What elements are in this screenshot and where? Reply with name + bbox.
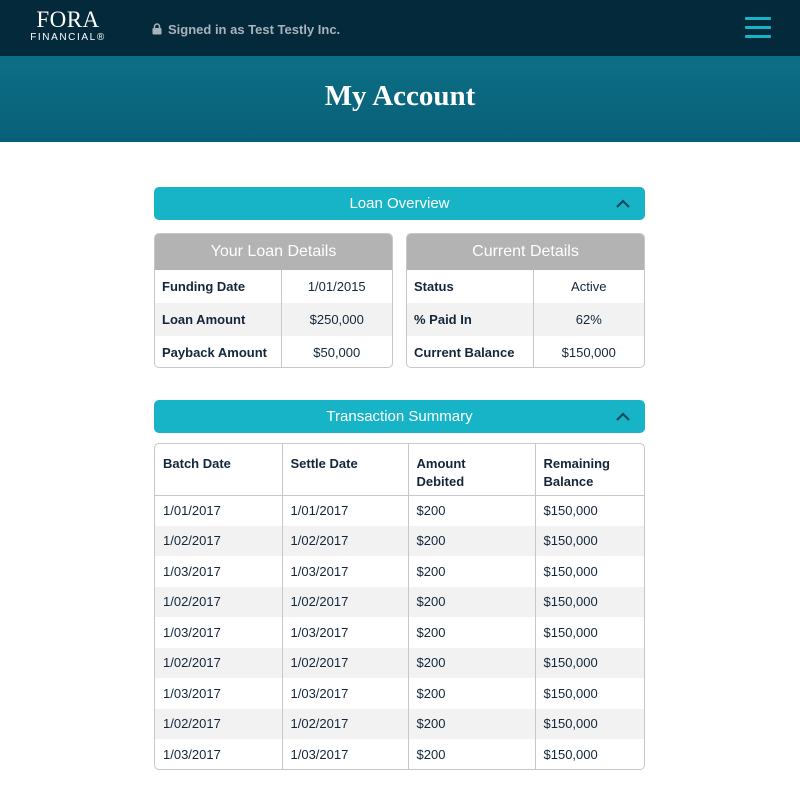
transaction-summary-toggle[interactable]	[154, 400, 645, 433]
settle-date-cell: 1/01/2017	[282, 495, 408, 526]
current-details-title: Current Details	[407, 234, 644, 270]
table-row	[155, 617, 644, 648]
table-row	[155, 526, 644, 557]
batch-date-cell: 1/02/2017	[155, 587, 282, 618]
settle-date-cell: 1/03/2017	[282, 617, 408, 648]
chevron-up-icon	[615, 410, 631, 422]
table-row	[155, 678, 644, 709]
table-header-row	[155, 444, 644, 495]
amount-debited-cell: $200	[408, 709, 535, 740]
table-row	[155, 648, 644, 679]
column-header-amount-debited: Amount Debited	[408, 444, 535, 495]
remaining-balance-cell: $150,000	[543, 685, 598, 701]
signed-in-status	[152, 20, 340, 38]
remaining-balance-cell: $150,000	[543, 746, 598, 762]
lock-icon	[152, 23, 162, 35]
settle-date-cell: 1/02/2017	[282, 587, 408, 618]
table-row	[155, 495, 644, 526]
column-header-batch-date: Batch Date	[155, 444, 282, 495]
settle-date-cell: 1/02/2017	[282, 648, 408, 679]
batch-date-cell: 1/01/2017	[155, 495, 282, 526]
settle-date-cell: 1/03/2017	[282, 556, 408, 587]
current-details-card	[406, 233, 645, 368]
detail-value: Active	[571, 279, 607, 294]
loan-overview-title: Loan Overview	[349, 195, 450, 212]
remaining-balance-cell: $150,000	[535, 526, 644, 557]
batch-date-cell: 1/03/2017	[155, 556, 282, 587]
table-row	[155, 709, 644, 740]
amount-debited-cell: $200	[408, 648, 535, 679]
settle-date-cell: 1/03/2017	[282, 739, 408, 770]
amount-debited-cell: $200	[408, 495, 535, 526]
column-header-settle-date: Settle Date	[282, 444, 408, 495]
batch-date-cell: 1/03/2017	[155, 739, 282, 770]
detail-row	[407, 303, 644, 336]
detail-label: Status	[407, 270, 533, 303]
table-row	[155, 587, 644, 618]
remaining-balance-cell: $150,000	[543, 563, 598, 579]
table-row	[155, 556, 644, 587]
batch-date-cell: 1/03/2017	[155, 617, 282, 648]
detail-row	[155, 270, 392, 303]
detail-value: $150,000	[561, 345, 616, 360]
transaction-rows	[155, 495, 644, 770]
column-header-remaining-balance: Remaining Balance	[535, 444, 644, 495]
batch-date-cell: 1/02/2017	[155, 648, 282, 679]
chevron-up-icon	[615, 197, 631, 209]
logo-wordmark: FORA	[36, 7, 100, 32]
remaining-balance-cell: $150,000	[535, 648, 644, 679]
table-row	[155, 739, 644, 770]
batch-date-cell: 1/02/2017	[155, 526, 282, 557]
settle-date-cell: 1/02/2017	[282, 526, 408, 557]
settle-date-cell: 1/03/2017	[282, 678, 408, 709]
detail-row	[155, 303, 392, 336]
amount-debited-cell: $200	[408, 556, 535, 587]
amount-debited-cell: $200	[408, 526, 535, 557]
settle-date-cell: 1/02/2017	[282, 709, 408, 740]
remaining-balance-cell: $150,000	[535, 587, 644, 618]
amount-debited-cell: $200	[408, 617, 535, 648]
detail-row	[407, 270, 644, 303]
detail-label: Funding Date	[155, 270, 281, 303]
remaining-balance-cell: $150,000	[543, 503, 598, 518]
your-loan-details-card	[154, 233, 393, 368]
remaining-balance-cell: $150,000	[543, 624, 598, 640]
page-title: My Account	[324, 80, 476, 112]
transaction-summary-title: Transaction Summary	[326, 408, 473, 425]
amount-debited-cell: $200	[408, 739, 535, 770]
detail-label: Payback Amount	[155, 336, 281, 368]
hamburger-menu-icon[interactable]	[744, 14, 774, 42]
detail-value: 62%	[533, 303, 644, 336]
your-loan-details-title: Your Loan Details	[155, 234, 392, 270]
detail-value: 1/01/2015	[307, 279, 366, 294]
detail-value: $50,000	[313, 345, 361, 360]
batch-date-cell: 1/02/2017	[155, 709, 282, 740]
detail-row	[155, 336, 392, 368]
detail-row	[407, 336, 644, 368]
loan-overview-toggle[interactable]	[154, 187, 645, 220]
detail-value: $250,000	[281, 303, 392, 336]
amount-debited-cell: $200	[408, 678, 535, 709]
transaction-table	[154, 443, 645, 770]
detail-label: % Paid In	[407, 303, 533, 336]
logo-subtitle: FINANCIAL®	[30, 32, 106, 43]
remaining-balance-cell: $150,000	[535, 709, 644, 740]
detail-label: Current Balance	[407, 336, 533, 368]
top-nav-bar	[0, 0, 800, 56]
signed-in-text: Signed in as Test Testly Inc.	[168, 21, 341, 37]
amount-debited-cell: $200	[408, 587, 535, 618]
batch-date-cell: 1/03/2017	[155, 678, 282, 709]
fora-financial-logo[interactable]	[28, 8, 108, 44]
detail-label: Loan Amount	[155, 303, 281, 336]
